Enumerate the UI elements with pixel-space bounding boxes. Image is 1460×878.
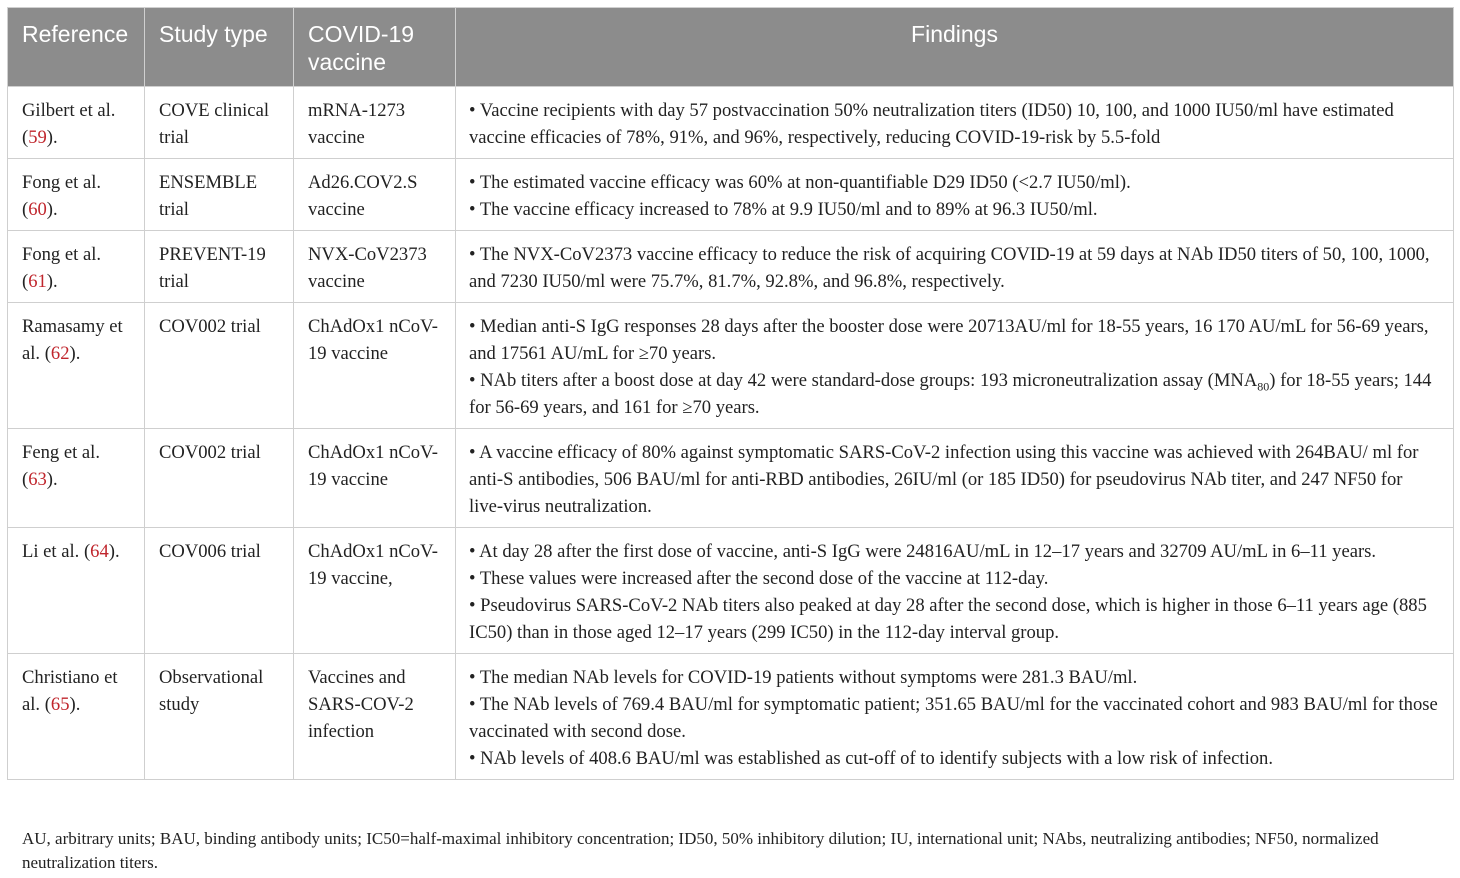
reference-suffix: ). [69,694,81,715]
findings-cell [456,159,1454,231]
reference-text: Fong et al. ( [22,244,102,292]
header-row [8,8,1454,87]
reference-link[interactable]: 63 [28,469,47,490]
finding-item [469,367,1441,421]
reference-cell [8,429,145,528]
reference-suffix: ). [69,343,81,364]
reference-cell [8,654,145,780]
reference-cell [8,159,145,231]
reference-link[interactable]: 59 [28,127,47,148]
header-vaccine: COVID-19 vaccine [294,8,456,87]
reference-link[interactable]: 60 [28,199,47,220]
header-findings: Findings [456,8,1454,87]
table-row [8,159,1454,231]
reference-text: Ramasamy et al. ( [22,316,123,364]
findings-cell [456,303,1454,429]
table-container [7,7,1453,780]
reference-link[interactable]: 64 [90,541,109,562]
vaccine-cell: NVX-CoV2373 vaccine [294,231,456,303]
finding-text: • NAb titers after a boost dose at day 42 were standard-dose groups: 193 microneutralization assay (MNA [469,370,1258,391]
vaccine-cell: ChAdOx1 nCoV-19 vaccine, [294,528,456,654]
findings-cell [456,528,1454,654]
finding-item: • NAb levels of 408.6 BAU/ml was established as cut-off of to identify subjects with a low risk of infection. [469,748,1274,769]
vaccine-cell: mRNA-1273 vaccine [294,87,456,159]
finding-item: • At day 28 after the first dose of vaccine, anti-S IgG were 24816AU/mL in 12–17 years and 32709 AU/mL in 6–11 years. [469,541,1377,562]
finding-item: • These values were increased after the second dose of the vaccine at 112-day. [469,568,1049,589]
reference-suffix: ). [108,541,120,562]
study-type-cell: PREVENT-19 trial [145,231,294,303]
reference-text: Li et al. ( [22,541,91,562]
reference-cell [8,231,145,303]
table-row [8,654,1454,780]
header-reference: Reference [8,8,145,87]
reference-suffix: ). [46,469,58,490]
finding-item: • The NVX-CoV2373 vaccine efficacy to reduce the risk of acquiring COVID-19 at 59 days at NAb ID50 titers of 50, 100, 1000, and 7230 IU50/ml were 75.7%, 81.7%, 92.8%, and 96.8%, respectively. [469,244,1430,292]
reference-text: Gilbert et al. ( [22,100,116,148]
study-type-cell: COV002 trial [145,303,294,429]
findings-cell [456,231,1454,303]
reference-text: Christiano et al. ( [22,667,118,715]
vaccine-studies-table [7,7,1454,780]
study-type-cell: COV006 trial [145,528,294,654]
finding-item: • The NAb levels of 769.4 BAU/ml for symptomatic patient; 351.65 BAU/ml for the vaccinated cohort and 983 BAU/ml for those vaccinated with second dose. [469,694,1438,742]
finding-item: • A vaccine efficacy of 80% against symptomatic SARS-CoV-2 infection using this vaccine was achieved with 264BAU/ ml for anti-S antibodies, 506 BAU/ml for anti-RBD antibodies, 26IU/ml (or 185 ID50) for pseudovirus NAb titer, and 247 NF50 for live-virus neutralization. [469,442,1419,517]
vaccine-cell: ChAdOx1 nCoV-19 vaccine [294,303,456,429]
header-study-type: Study type [145,8,294,87]
findings-cell [456,429,1454,528]
reference-cell [8,528,145,654]
reference-text: Feng et al. ( [22,442,100,490]
reference-cell [8,303,145,429]
study-type-cell: COVE clinical trial [145,87,294,159]
finding-item: • Pseudovirus SARS-CoV-2 NAb titers also peaked at day 28 after the second dose, which is higher in those 6–11 years age (885 IC50) than in those aged 12–17 years (299 IC50) in the 112-day interval group. [469,595,1427,643]
reference-suffix: ). [46,199,58,220]
reference-cell [8,87,145,159]
findings-cell [456,87,1454,159]
finding-item: • Median anti-S IgG responses 28 days after the booster dose were 20713AU/ml for 18-55 years, 16 170 AU/mL for 56-69 years, and 17561 AU/mL for ≥70 years. [469,316,1429,364]
reference-text: Fong et al. ( [22,172,102,220]
table-row [8,87,1454,159]
reference-link[interactable]: 61 [28,271,47,292]
subscript-80: 80 [1257,379,1270,394]
table-row [8,528,1454,654]
study-type-cell: ENSEMBLE trial [145,159,294,231]
vaccine-cell: Vaccines and SARS-COV-2 infection [294,654,456,780]
table-row [8,303,1454,429]
table-row [8,429,1454,528]
reference-link[interactable]: 65 [50,694,70,715]
reference-suffix: ). [46,127,58,148]
finding-item: • The estimated vaccine efficacy was 60% at non-quantifiable D29 ID50 (<2.7 IU50/ml). [469,172,1131,193]
reference-link[interactable]: 62 [50,343,70,364]
vaccine-cell: ChAdOx1 nCoV-19 vaccine [294,429,456,528]
table-footnote: AU, arbitrary units; BAU, binding antibody units; IC50=half-maximal inhibitory concentration; ID50, 50% inhibitory dilution; IU, international unit; NAbs, neutralizing antibodies; NF50, normalized neutralization titers. [22,829,1379,872]
study-type-cell: Observational study [145,654,294,780]
finding-item: • The vaccine efficacy increased to 78% at 9.9 IU50/ml and to 89% at 96.3 IU50/ml. [469,199,1098,220]
finding-text: ) for 18-55 years; 144 for 56-69 years, and 161 for ≥70 years. [469,370,1432,418]
finding-item: • The median NAb levels for COVID-19 patients without symptoms were 281.3 BAU/ml. [469,667,1138,688]
findings-cell [456,654,1454,780]
vaccine-cell: Ad26.COV2.S vaccine [294,159,456,231]
finding-item: • Vaccine recipients with day 57 postvaccination 50% neutralization titers (ID50) 10, 100, and 1000 IU50/ml have estimated vaccine efficacies of 78%, 91%, and 96%, respectively, reducing COVID-19-risk by 5.5-fold [469,100,1394,148]
table-row [8,231,1454,303]
study-type-cell: COV002 trial [145,429,294,528]
reference-suffix: ). [46,271,58,292]
